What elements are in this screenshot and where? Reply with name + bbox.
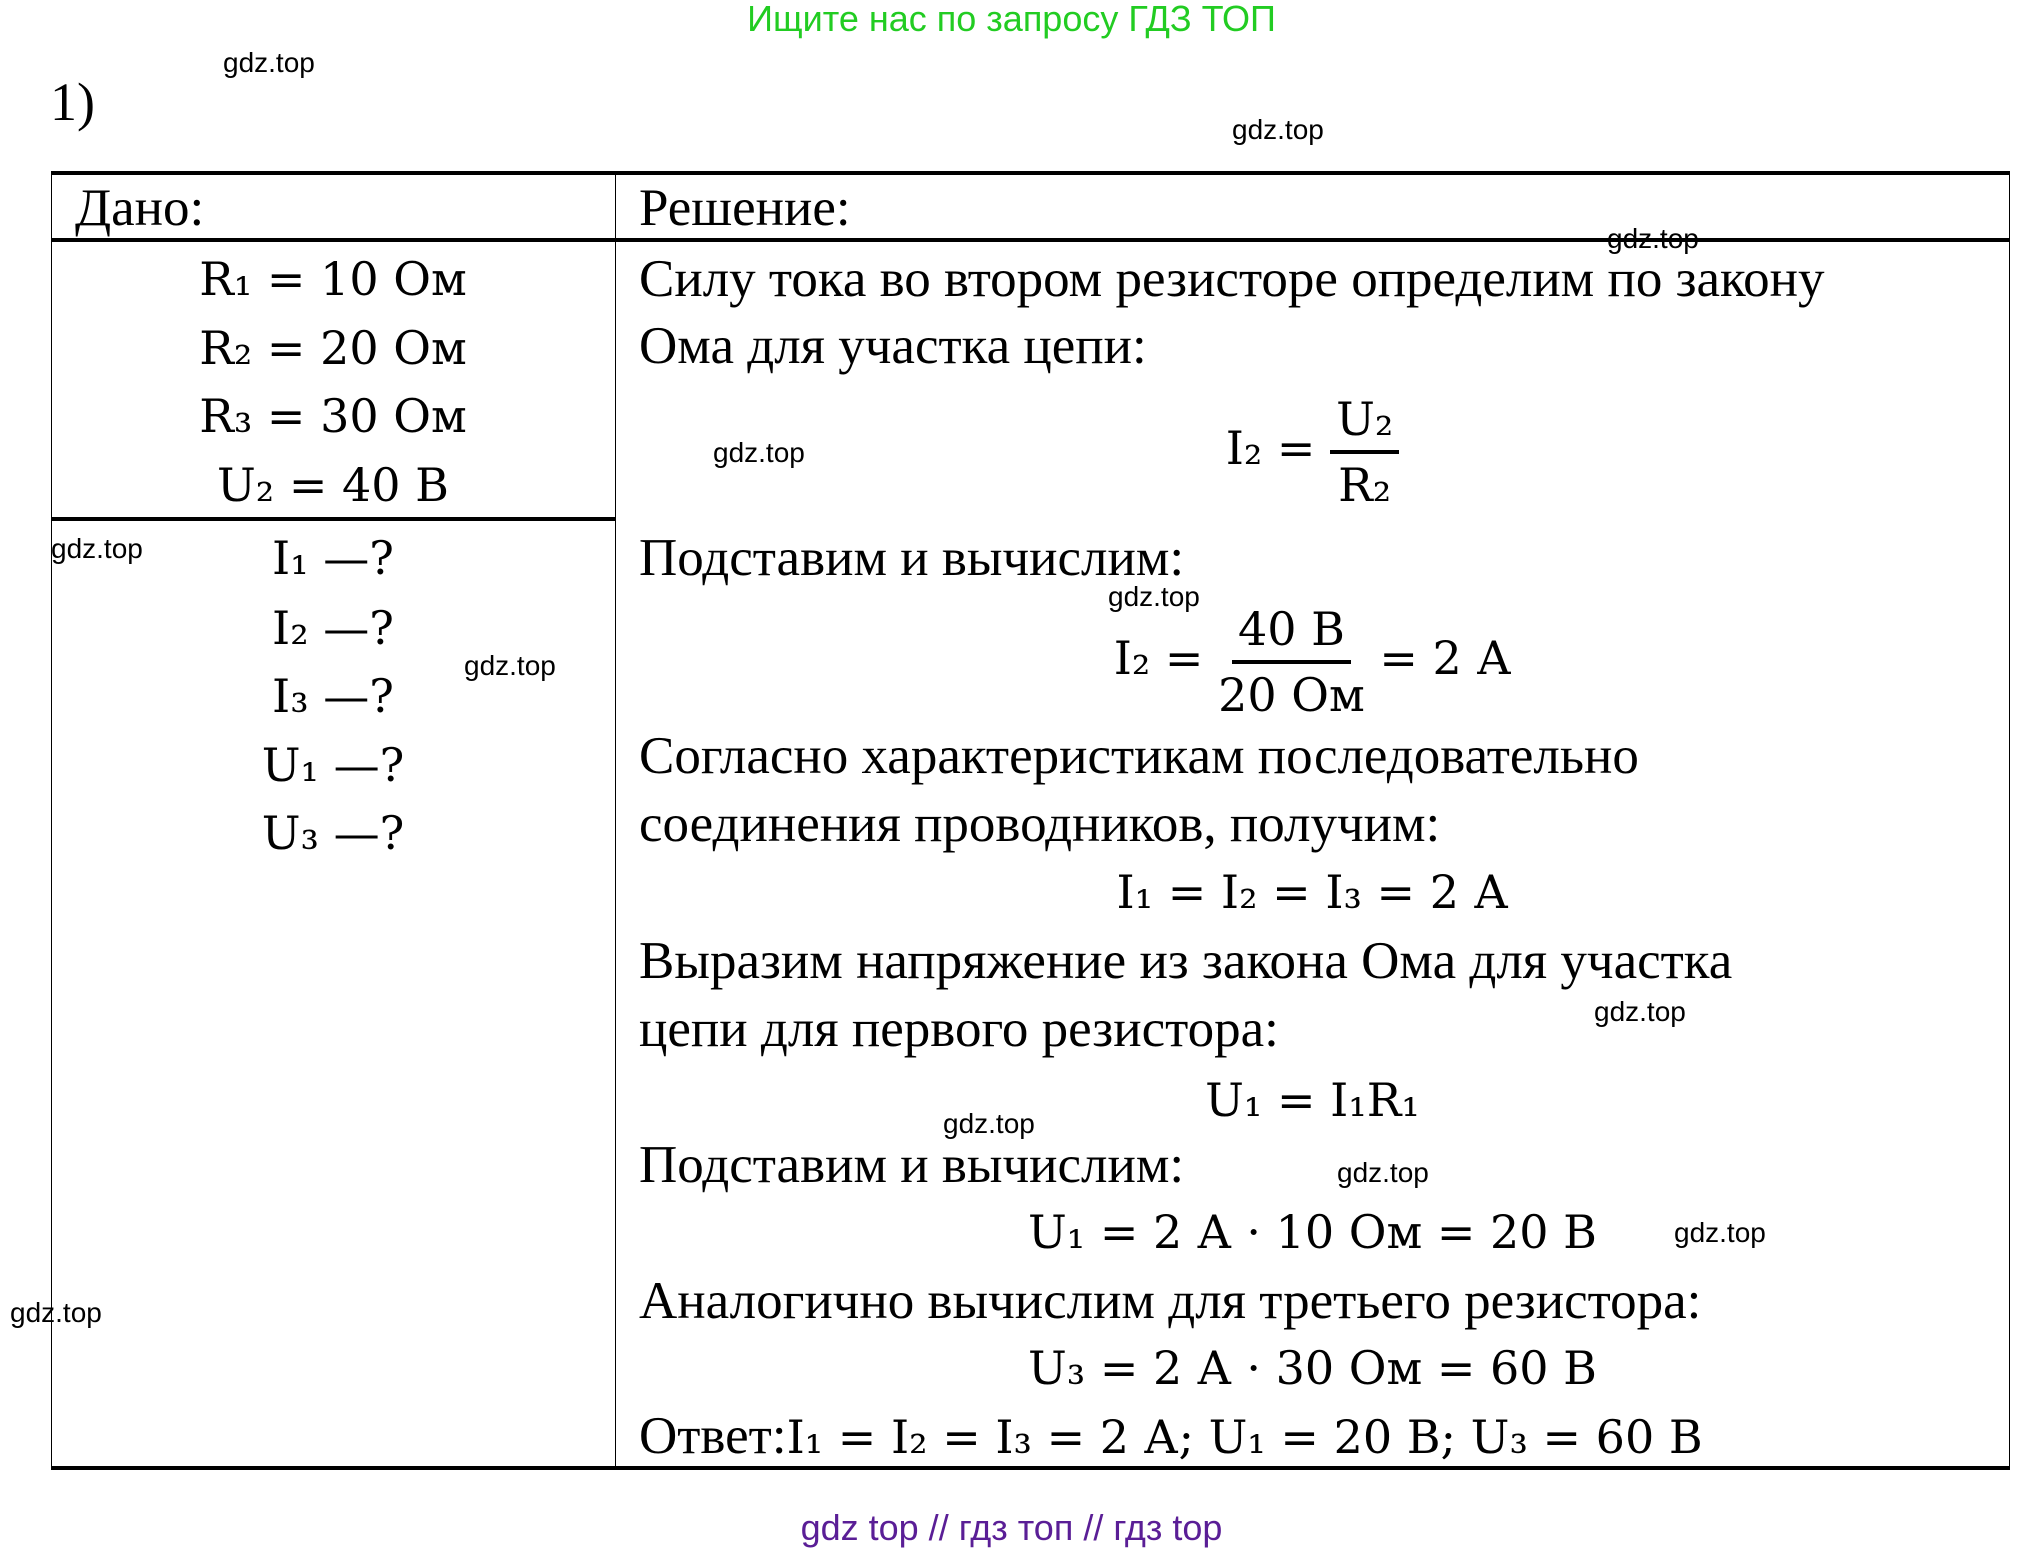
solution-text: Силу тока во втором резисторе определим по закону (639, 250, 1825, 308)
watermark: gdz.top (464, 650, 556, 681)
answer (639, 1406, 1703, 1467)
solution-text: Подставим и вычислим: (639, 529, 1185, 587)
numerator: 40 В (1232, 598, 1351, 664)
column-divider (615, 171, 616, 1470)
watermark: gdz.top (1674, 1217, 1766, 1248)
answer-label: Ответ: (639, 1407, 787, 1465)
fraction (1330, 388, 1399, 516)
given-item: U₂ = 40 В (217, 458, 449, 512)
watermark: gdz.top (1594, 996, 1686, 1027)
solution-text: Выразим напряжение из закона Ома для участка (639, 932, 1733, 990)
given-item: R₃ = 30 Ом (199, 389, 467, 443)
fraction (1218, 598, 1365, 726)
formula-i2-calc (615, 598, 2010, 726)
formula-lhs: I₂ = (1113, 631, 1204, 685)
formula-rhs: = 2 А (1379, 631, 1512, 685)
equation: U₁ = 2 А · 10 Ом = 20 В (1028, 1205, 1597, 1259)
solution-text: цепи для первого резистора: (639, 1000, 1279, 1058)
equation: I₁ = I₂ = I₃ = 2 А (1116, 865, 1509, 919)
watermark: gdz.top (713, 437, 805, 468)
denominator: 20 Ом (1218, 668, 1365, 722)
equation: U₁ = I₁R₁ (1205, 1073, 1420, 1127)
watermark: gdz.top (1607, 223, 1699, 254)
formula-lhs: I₂ = (1225, 421, 1316, 475)
solution-text: Аналогично вычислим для третьего резистора: (639, 1272, 1702, 1330)
ad-banner: Ищите нас по запросу ГДЗ ТОП (747, 0, 1276, 39)
watermark: gdz.top (1232, 114, 1324, 145)
formula-ohm (615, 388, 2010, 516)
numerator: U₂ (1330, 388, 1399, 454)
find-item: I₁ —? (272, 531, 394, 585)
watermark: gdz.top (1337, 1157, 1429, 1188)
find-item: U₁ —? (261, 738, 405, 792)
watermark: gdz.top (10, 1297, 102, 1328)
solution-text: Ома для участка цепи: (639, 317, 1147, 375)
given-find-divider (51, 517, 615, 521)
watermark: gdz.top (943, 1108, 1035, 1139)
solution-text: соединения проводников, получим: (639, 795, 1441, 853)
denominator: R₂ (1338, 458, 1392, 512)
solution-text: Согласно характеристикам последовательно (639, 727, 1639, 785)
footer-watermark: gdz top // гдз топ // гдз top (800, 1507, 1223, 1548)
answer-value: I₁ = I₂ = I₃ = 2 А; U₁ = 20 В; U₃ = 60 В (786, 1410, 1703, 1464)
watermark: gdz.top (51, 533, 143, 564)
watermark: gdz.top (1108, 581, 1200, 612)
equation: U₃ = 2 А · 30 Ом = 60 В (1028, 1341, 1597, 1395)
solution-text: Подставим и вычислим: (639, 1136, 1185, 1194)
watermark: gdz.top (223, 47, 315, 78)
header-divider (51, 238, 2010, 242)
given-item: R₂ = 20 Ом (199, 321, 467, 375)
solution-header: Решение: (639, 179, 851, 237)
given-item: R₁ = 10 Ом (199, 252, 467, 306)
given-header: Дано: (75, 179, 205, 237)
find-item: U₃ —? (261, 806, 405, 860)
find-item: I₃ —? (272, 669, 394, 723)
task-number: 1) (50, 72, 95, 132)
find-item: I₂ —? (272, 601, 394, 655)
